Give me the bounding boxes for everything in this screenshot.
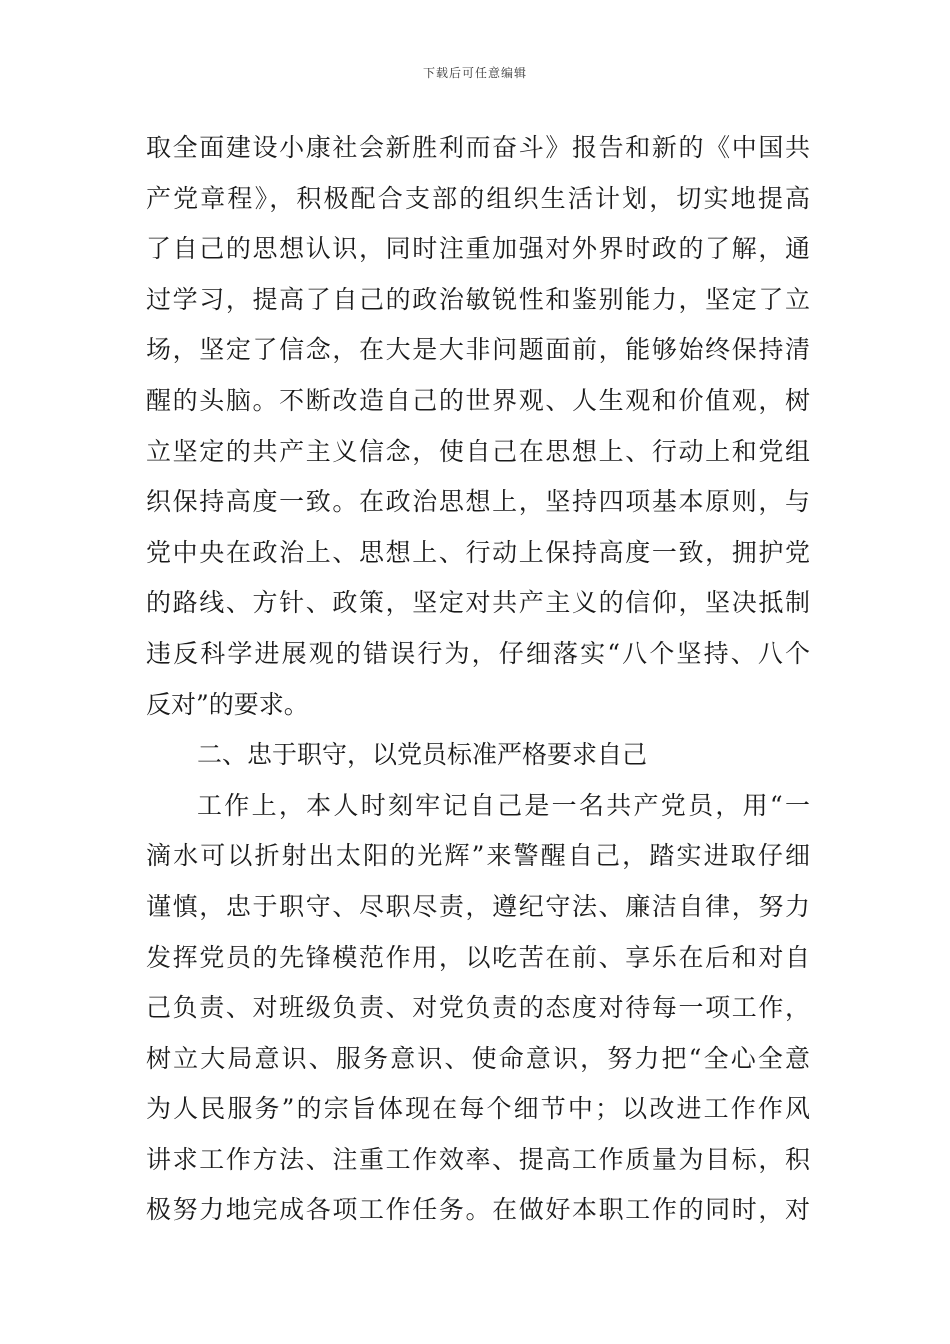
text-line: 了自己的思想认识，同时注重加强对外界时政的了解，通: [146, 234, 810, 264]
text-line: 醒的头脑。不断改造自己的世界观、人生观和价值观，树: [146, 385, 810, 415]
text-line: 的路线、方针、政策，坚定对共产主义的信仰，坚决抵制: [146, 588, 810, 618]
text-line: 发挥党员的先锋模范作用，以吃苦在前、享乐在后和对自: [146, 942, 810, 972]
text-line: 为人民服务”的宗旨体现在每个细节中；以改进工作作风: [146, 1094, 810, 1124]
text-line: 立坚定的共产主义信念，使自己在思想上、行动上和党组: [146, 436, 810, 466]
text-line: 织保持高度一致。在政治思想上，坚持四项基本原则，与: [146, 487, 810, 517]
text-line: 场，坚定了信念，在大是大非问题面前，能够始终保持清: [146, 335, 810, 365]
document-body: [146, 123, 810, 1236]
paragraph-first-line: 工作上，本人时刻牢记自己是一名共产党员，用“一: [197, 790, 810, 820]
text-line: 讲求工作方法、注重工作效率、提高工作质量为目标，积: [146, 1144, 810, 1174]
page-header-note: 下载后可任意编辑: [422, 66, 527, 80]
text-line: 树立大局意识、服务意识、使命意识，努力把“全心全意: [146, 1043, 810, 1073]
text-line: 极努力地完成各项工作任务。在做好本职工作的同时，对: [146, 1195, 810, 1225]
text-line: 违反科学进展观的错误行为，仔细落实“八个坚持、八个: [146, 638, 810, 668]
section-heading: 二、忠于职守，以党员标准严格要求自己: [197, 740, 648, 770]
text-line-paragraph-end: 反对”的要求。: [146, 689, 309, 719]
text-line: 滴水可以折射出太阳的光辉”来警醒自己，踏实进取仔细: [146, 841, 810, 871]
text-line: 党中央在政治上、思想上、行动上保持高度一致，拥护党: [146, 537, 810, 567]
text-line: 取全面建设小康社会新胜利而奋斗》报告和新的《中国共: [146, 133, 810, 162]
text-line: 谨慎，忠于职守、尽职尽责，遵纪守法、廉洁自律，努力: [146, 891, 810, 921]
text-line: 过学习，提高了自己的政治敏锐性和鉴别能力，坚定了立: [146, 284, 810, 314]
text-line: 己负责、对班级负责、对党负责的态度对待每一项工作，: [146, 993, 810, 1023]
text-line: 产党章程》，积极配合支部的组织生活计划，切实地提高: [146, 183, 810, 213]
